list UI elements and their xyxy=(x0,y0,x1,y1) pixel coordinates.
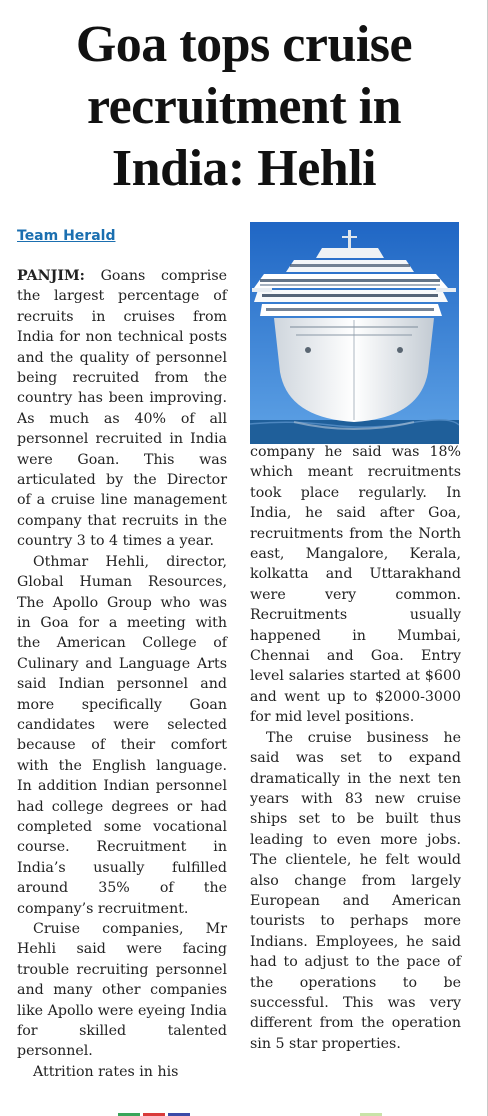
headline-line-2: recruitment in xyxy=(86,78,402,135)
paragraph-text: Goans comprise the largest percentage of recruits in cruises from India for non technical posts and the quality of personnel being recruited from the country has been improving. As much as 40% of all personnel recruited in India were Goan. This was articulated by the Director of a cruise line management company that recruits in the country 3 to 4 times a year. xyxy=(17,268,227,550)
paragraph: The cruise business he said was set to expand dramatically in the next ten years with 83 new cruise ships set to be built thus leading to even more jobs. The clientele, he felt would also change from largely European and American tourists to perhaps more Indians. Employees, he said had to adjust to the pace of the operations to be successful. This was very different from the operation sin 5 star properties. xyxy=(250,729,461,1052)
paragraph xyxy=(17,266,227,552)
cruise-ship-illustration xyxy=(250,222,459,444)
headline-line-3: India: Hehli xyxy=(111,140,377,197)
headline xyxy=(8,14,480,200)
sea xyxy=(250,420,459,444)
article-column-1 xyxy=(17,266,227,1082)
paragraph: Cruise companies, Mr Hehli said were facing trouble recruiting personnel and many other companies like Apollo were eyeing India for skilled talented personnel. xyxy=(17,921,227,1060)
article-column-2 xyxy=(250,442,461,1054)
headline-line-1: Goa tops cruise xyxy=(75,16,413,73)
paragraph: Attrition rates in his xyxy=(33,1063,179,1080)
dateline: PANJIM: xyxy=(17,268,85,284)
byline[interactable]: Team Herald xyxy=(17,228,116,244)
cruise-ship-photo xyxy=(250,222,459,444)
paragraph: Othmar Hehli, director, Global Human Resources, The Apollo Group who was in Goa for a meeting with the American College of Culinary and Language Arts said Indian personnel and more specifically Goan candidates were selected because of their comfort with the English language. In addition Indian personnel had college degrees or had completed some vocational course. Recruitment in India’s usually fulfilled around 35% of the company’s recruitment. xyxy=(17,553,227,917)
paragraph: company he said was 18% which meant recruitments took place regularly. In India, he said after Goa, recruitments from the North east, Mangalore, Kerala, kolkatta and Uttarakhand were very common. Recruitments usually happened in Mumbai, Chennai and Goa. Entry level salaries started at $600 and went up to $2000-3000 for mid level positions. xyxy=(250,444,461,726)
